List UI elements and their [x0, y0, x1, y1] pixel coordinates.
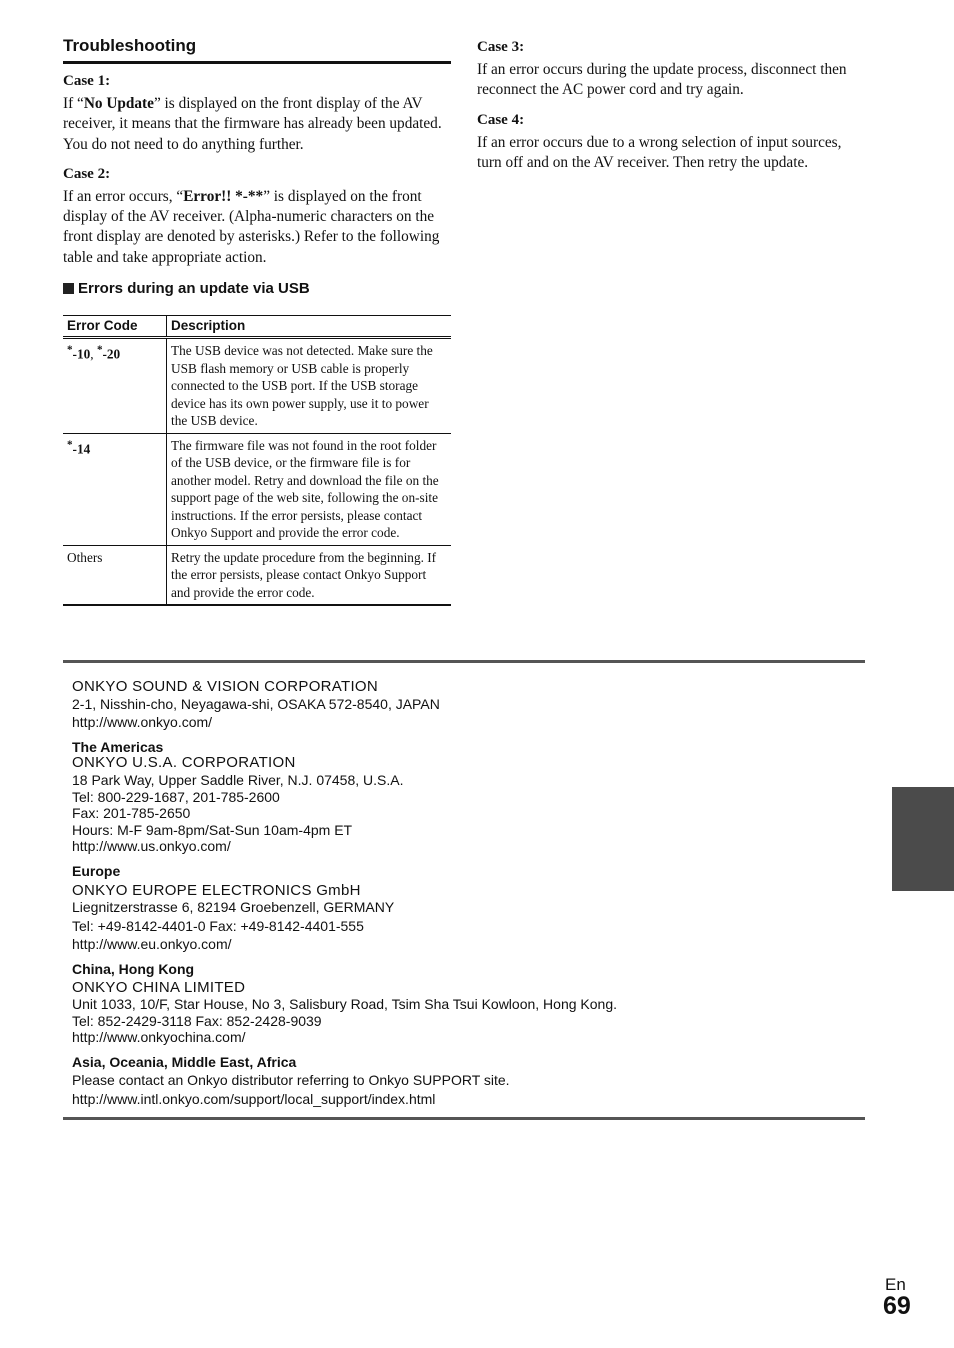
case1-bold: No Update [83, 95, 154, 112]
header-error-code: Error Code [63, 316, 167, 338]
case2-bold: Error!! *-** [183, 187, 264, 205]
hq-url: http://www.onkyo.com/ [72, 714, 213, 731]
case2-label: Case 2: [63, 165, 111, 182]
header-description: Description [167, 316, 452, 338]
europe-block [72, 863, 852, 953]
right-column [477, 38, 862, 183]
case1-post: ” is displayed on the front display of the AV receiver, it means that the firmware has already been updated. You do not need to do anything further. [63, 95, 442, 153]
case4-text: If an error occurs due to a wrong selection of input sources, turn off and on the AV receiver. Then retry the update. [477, 133, 842, 171]
case4-label: Case 4: [477, 111, 525, 128]
case2-post: ” is displayed on the front display of the AV receiver. (Alpha-numeric characters on the front display are denoted by asterisks.) Refer to the following table and take appropriate action. [63, 187, 440, 266]
case3-text: If an error occurs during the update process, disconnect then reconnect the AC power cord and try again. [477, 61, 847, 99]
page-number: 69 [883, 1292, 911, 1320]
page-language: En [885, 1275, 906, 1294]
error-code: -14 [72, 441, 91, 456]
contact-line: Tel: 800-229-1687, 201-785-2600 [72, 788, 280, 805]
description-cell: The USB device was not detected. Make sure the USB flash memory or USB cable is properly connected to the USB port. If the USB storage device has its own power supply, use it to power the USB device. [167, 338, 452, 434]
error-table [63, 315, 451, 606]
description-cell: Retry the update procedure from the beginning. If the error persists, please contact Onkyo Support and provide the error code. [167, 545, 452, 605]
contact-line: 18 Park Way, Upper Saddle River, N.J. 07458, U.S.A. [72, 771, 404, 788]
asterisk-sup: * [67, 438, 73, 451]
error-code-cell [63, 338, 167, 434]
case2-text [63, 187, 451, 268]
subsection-title-text: Errors during an update via USB [78, 280, 310, 298]
contact-url: http://www.intl.onkyo.com/support/local_support/index.html [72, 1091, 436, 1108]
section-title: Troubleshooting [63, 36, 451, 64]
case1-text [63, 94, 451, 155]
side-tab-marker [892, 787, 954, 891]
region-label: China, Hong Kong [72, 960, 195, 977]
subsection-title [63, 280, 451, 297]
region-label: Asia, Oceania, Middle East, Africa [72, 1053, 297, 1070]
china-block [72, 961, 852, 1046]
americas-block [72, 739, 852, 855]
square-bullet-icon [63, 283, 74, 294]
description-cell: The firmware file was not found in the root folder of the USB device, or the firmware file is for another model. Retry and download the file on the support page of the web site, following the on-site instructions. If the error persists, please contact Onkyo Support and provide the error code. [167, 433, 452, 545]
case2-pre: If an error occurs, “ [63, 187, 184, 205]
contact-line: Hours: M-F 9am-8pm/Sat-Sun 10am-4pm ET [72, 821, 353, 838]
code-separator: , [90, 346, 97, 362]
table-row [63, 338, 451, 434]
asterisk-sup: * [96, 344, 103, 357]
hq-block [72, 679, 852, 731]
contact-url: http://www.eu.onkyo.com/ [72, 936, 232, 953]
corp-name: ONKYO U.S.A. CORPORATION [72, 754, 296, 772]
error-code: -10 [72, 346, 91, 362]
contact-line: Please contact an Onkyo distributor referring to Onkyo SUPPORT site. [72, 1072, 510, 1089]
left-column [63, 36, 451, 606]
table-row [63, 545, 451, 605]
hq-address: 2-1, Nisshin-cho, Neyagawa-shi, OSAKA 572-8540, JAPAN [72, 695, 440, 712]
region-label: Europe [72, 862, 121, 879]
region-label: The Americas [72, 738, 164, 755]
error-code-cell [63, 433, 167, 545]
asia-block [72, 1054, 852, 1108]
contact-url: http://www.onkyochina.com/ [72, 1029, 246, 1046]
table-row [63, 433, 451, 545]
asterisk-sup: * [67, 344, 73, 357]
corp-name: ONKYO CHINA LIMITED [72, 978, 246, 996]
contact-line: Tel: 852-2429-3118 Fax: 852-2428-9039 [72, 1012, 322, 1029]
error-code: -20 [102, 346, 121, 362]
table-header-row [63, 316, 451, 338]
corp-name: ONKYO SOUND & VISION CORPORATION [72, 678, 379, 695]
contact-footer [63, 660, 865, 1120]
contact-line: Unit 1033, 10/F, Star House, No 3, Salisbury Road, Tsim Sha Tsui Kowloon, Hong Kong. [72, 996, 618, 1013]
error-code-cell: Others [63, 545, 167, 605]
contact-line: Liegnitzerstrasse 6, 82194 Groebenzell, GERMANY [72, 899, 395, 916]
contact-line: Fax: 201-785-2650 [72, 805, 191, 822]
contact-url: http://www.us.onkyo.com/ [72, 838, 231, 855]
contact-line: Tel: +49-8142-4401-0 Fax: +49-8142-4401-555 [72, 917, 364, 934]
case1-pre: If “ [63, 95, 84, 112]
case3-label: Case 3: [477, 39, 525, 55]
case1-label: Case 1: [63, 73, 111, 89]
corp-name: ONKYO EUROPE ELECTRONICS GmbH [72, 881, 361, 899]
